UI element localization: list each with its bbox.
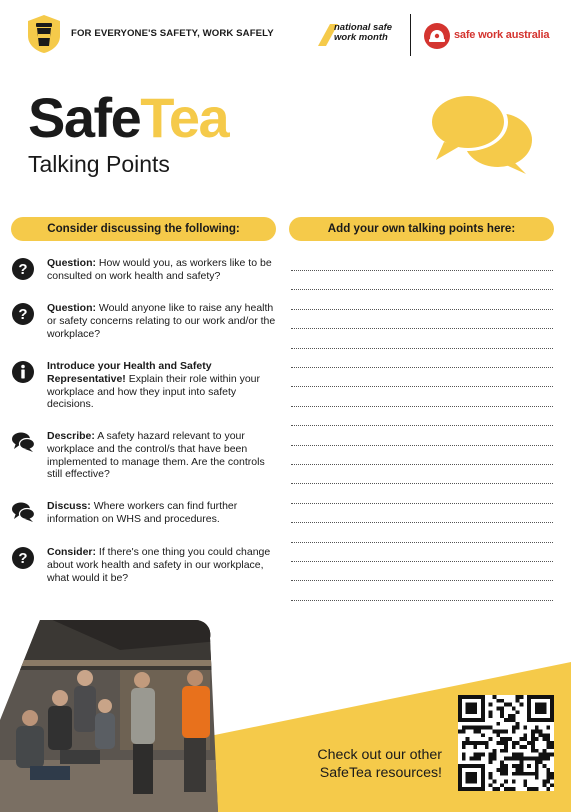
talking-point-label: Describe: bbox=[47, 430, 95, 442]
talking-point-label: Question: bbox=[47, 257, 96, 269]
writing-line[interactable] bbox=[291, 483, 553, 484]
writing-line[interactable] bbox=[291, 386, 553, 387]
writing-line[interactable] bbox=[291, 464, 553, 465]
writing-line[interactable] bbox=[291, 289, 553, 290]
question-icon bbox=[11, 546, 35, 570]
nsw-logo-line2: work month bbox=[334, 32, 388, 43]
title-safe: Safe bbox=[28, 86, 141, 149]
talking-point-text bbox=[47, 360, 279, 411]
swa-logo-text: safe work australia bbox=[454, 29, 550, 41]
talking-point-body: How would you, as workers like to be consulted on work health and safety? bbox=[47, 257, 272, 282]
talking-point-body: Would anyone like to raise any health or safety concerns relating to our work and/or the workplace? bbox=[47, 302, 276, 340]
talking-point-body: Explain their role within your workplace and how they input into safety decisions. bbox=[47, 372, 261, 411]
header-divider bbox=[410, 14, 411, 56]
nsw-logo-line1: national safe bbox=[334, 22, 393, 33]
talking-point bbox=[11, 430, 281, 482]
info-icon bbox=[11, 360, 35, 384]
writing-line[interactable] bbox=[291, 561, 553, 562]
talking-point-label: Question: bbox=[47, 302, 96, 314]
talking-point-text bbox=[47, 302, 279, 340]
talking-point-label: Discuss: bbox=[47, 500, 91, 512]
talking-point bbox=[11, 360, 281, 412]
tagline: FOR EVERYONE'S SAFETY, WORK SAFELY bbox=[71, 28, 274, 39]
page-title bbox=[28, 88, 228, 148]
speech-bubbles-icon bbox=[11, 430, 35, 454]
discuss-header-pill: Consider discussing the following: bbox=[11, 217, 276, 241]
talking-point bbox=[11, 257, 281, 297]
cta-line1: Check out our other bbox=[317, 747, 442, 763]
talking-point-body: If there's one thing you could change about work health and safety in our workplace, what would it be? bbox=[47, 546, 271, 584]
writing-line[interactable] bbox=[291, 425, 553, 426]
writing-line[interactable] bbox=[291, 600, 553, 601]
question-icon bbox=[11, 257, 35, 281]
cta-line2: SafeTea resources! bbox=[319, 765, 442, 781]
talking-point bbox=[11, 546, 281, 586]
svg-text:?: ? bbox=[18, 306, 28, 323]
writing-line[interactable] bbox=[291, 328, 553, 329]
speech-bubbles-icon bbox=[11, 500, 35, 524]
coffee-cup-badge-icon bbox=[26, 14, 62, 54]
writing-line[interactable] bbox=[291, 309, 553, 310]
talking-point-label: Introduce your Health and Safety Representative! bbox=[47, 360, 212, 385]
resources-call-to-action bbox=[286, 746, 442, 782]
talking-point-text bbox=[47, 546, 279, 584]
talking-point-label: Consider: bbox=[47, 546, 97, 558]
speech-bubbles-graphic-icon bbox=[426, 90, 536, 176]
talking-point-body: A safety hazard relevant to your workplace and the control/s that have been implemented to manage them. Are the controls still effective? bbox=[47, 430, 265, 481]
talking-point-body: Where workers can find further information on WHS and procedures. bbox=[47, 500, 238, 525]
writing-line[interactable] bbox=[291, 367, 553, 368]
talking-point-text bbox=[47, 430, 279, 481]
qr-code[interactable] bbox=[458, 695, 554, 791]
writing-line[interactable] bbox=[291, 270, 553, 271]
writing-line[interactable] bbox=[291, 406, 553, 407]
writing-line[interactable] bbox=[291, 580, 553, 581]
question-icon bbox=[11, 302, 35, 326]
svg-text:?: ? bbox=[18, 261, 28, 278]
writing-line[interactable] bbox=[291, 348, 553, 349]
writing-line[interactable] bbox=[291, 445, 553, 446]
writing-line[interactable] bbox=[291, 522, 553, 523]
talking-point bbox=[11, 500, 281, 528]
title-tea: Tea bbox=[140, 86, 229, 149]
writing-line[interactable] bbox=[291, 542, 553, 543]
svg-text:?: ? bbox=[18, 550, 28, 567]
talking-point-text bbox=[47, 257, 279, 283]
page-subtitle: Talking Points bbox=[28, 151, 170, 177]
talking-point bbox=[11, 302, 281, 347]
own-points-header-pill: Add your own talking points here: bbox=[289, 217, 554, 241]
writing-line[interactable] bbox=[291, 503, 553, 504]
safe-work-australia-logo-icon bbox=[423, 22, 451, 50]
workers-group-photo bbox=[0, 610, 230, 812]
talking-point-text bbox=[47, 500, 279, 526]
nsw-logo-text bbox=[334, 23, 392, 43]
